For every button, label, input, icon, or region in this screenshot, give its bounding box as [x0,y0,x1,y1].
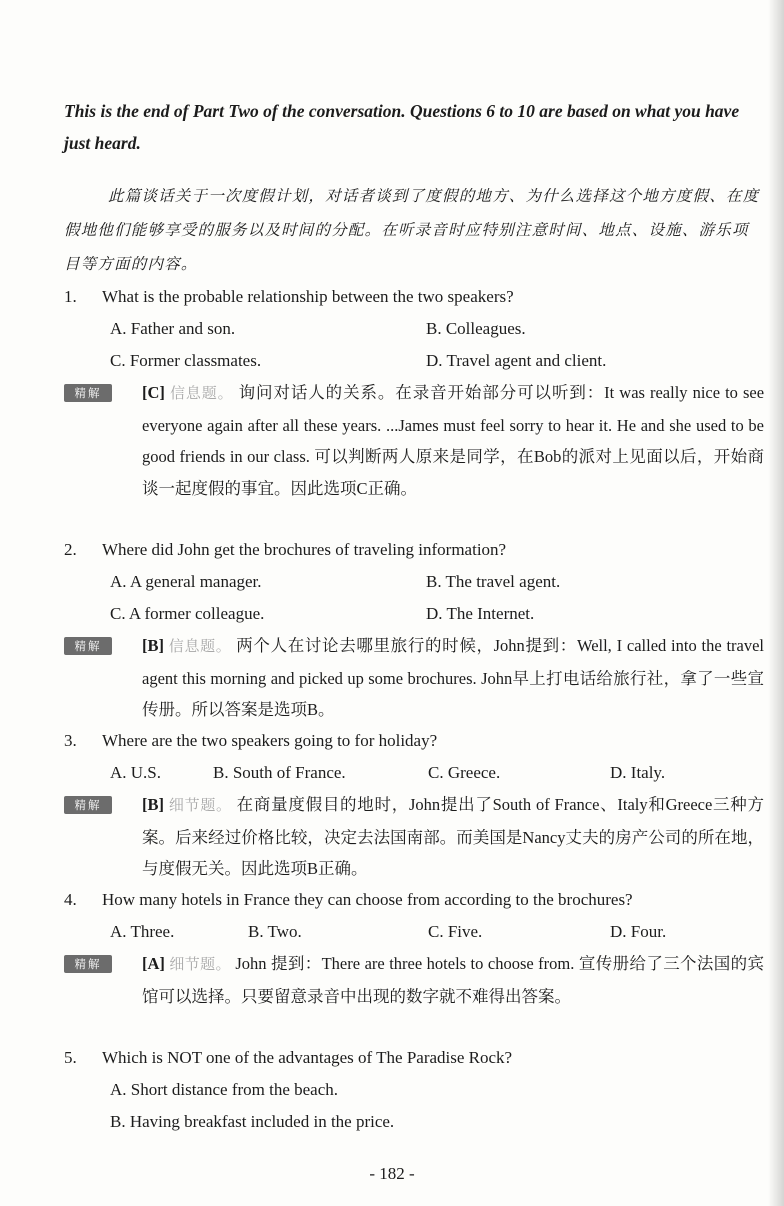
option-row [64,566,764,598]
option-a: A. Father and son. [110,319,236,338]
question-text: How many hotels in France they can choose from according to the brochures? [102,890,633,909]
explanation-1 [64,377,764,504]
question-number: 2. [64,540,77,559]
question-type: 细节题。 [169,955,231,973]
option-row [64,345,764,377]
question-number: 1. [64,287,77,306]
option-b: B. The travel agent. [426,572,561,591]
page-edge-shadow [768,0,784,1206]
option-a: A. U.S. [110,763,162,782]
question-1 [64,281,764,313]
option-b: B. Colleagues. [426,319,526,338]
option-b: B. Two. [248,922,302,941]
question-block-2 [64,534,764,726]
answer-key: [A] [142,954,165,973]
option-b: B. Having breakfast included in the price. [110,1112,395,1131]
page-number: - 182 - [369,1164,415,1183]
option-row [64,1106,764,1138]
answer-key: [B] [142,636,164,655]
answer-key: [C] [142,383,165,402]
option-row [64,757,764,789]
question-2 [64,534,764,566]
option-d: D. Travel agent and client. [426,351,607,370]
explanation-2 [64,630,764,726]
option-b: B. South of France. [213,763,346,782]
option-c: C. A former colleague. [110,604,265,623]
option-row [64,598,764,630]
option-row [64,916,764,948]
question-text: What is the probable relationship between the two speakers? [102,287,514,306]
option-d: D. Four. [610,922,667,941]
explanation-text: John 提到：There are three hotels to choose from. 宣传册给了三个法国的宾馆可以选择。只要留意录音中出现的数字就不难得出答案。 [142,954,765,1006]
explanation-badge: 精解 [64,637,112,655]
explanation-3 [64,789,764,885]
option-row [64,1074,764,1106]
question-number: 5. [64,1048,77,1067]
section-intro-chinese: 此篇谈话关于一次度假计划，对话者谈到了度假的地方、为什么选择这个地方度假、在度假地他们能够享受的服务以及时间的分配。在听录音时应特别注意时间、地点、设施、游乐项目等方面的内容。 [64,188,760,273]
option-c: C. Former classmates. [110,351,262,370]
question-type: 信息题。 [168,637,232,655]
question-number: 3. [64,731,77,750]
explanation-badge: 精解 [64,955,112,973]
explanation-text: 两个人在讨论去哪里旅行的时候，John提到：Well, I called into the travel agent this morning and picked up some brochures. John早上打电话给旅行社，拿了一些宣传册。所以答案是选项B。 [142,636,765,719]
question-text: Which is NOT one of the advantages of The Paradise Rock? [102,1048,513,1067]
option-row [64,313,764,345]
option-d: D. Italy. [610,763,666,782]
option-a: A. Three. [110,922,175,941]
option-c: C. Greece. [428,763,501,782]
explanation-badge: 精解 [64,384,112,402]
question-number: 4. [64,890,77,909]
explanation-text: 在商量度假目的地时，John提出了South of France、Italy和Greece三种方案。后来经过价格比较，决定去法国南部。而美国是Nancy丈夫的房产公司的所在地，与度假无关。因此选项B正确。 [142,795,764,878]
question-text: Where did John get the brochures of traveling information? [102,540,507,559]
explanation-4 [64,948,764,1012]
question-block-1 [64,281,764,504]
answer-key: [B] [142,795,164,814]
option-d: D. The Internet. [426,604,535,623]
option-c: C. Five. [428,922,483,941]
section-intro-english: This is the end of Part Two of the conversation. Questions 6 to 10 are based on what you have just heard. [64,101,740,153]
question-type: 信息题。 [169,384,234,402]
question-3 [64,725,764,757]
explanation-text: 询问对话人的关系。在录音开始部分可以听到：It was really nice to see everyone again after all these years. ...James must feel sorry to hear it. He and she used to be good friends in our class. 可以判断两人原来是同学，在Bob的派对上见面以后，开始商谈一起度假的事宜。因此选项C正确。 [142,383,765,498]
question-block-3 [64,725,764,885]
question-5 [64,1042,764,1074]
option-a: A. Short distance from the beach. [110,1080,339,1099]
question-block-5 [64,1042,764,1138]
explanation-badge: 精解 [64,796,112,814]
question-type: 细节题。 [168,796,232,814]
question-text: Where are the two speakers going to for holiday? [102,731,438,750]
question-block-4 [64,884,764,1012]
question-4 [64,884,764,916]
option-a: A. A general manager. [110,572,262,591]
